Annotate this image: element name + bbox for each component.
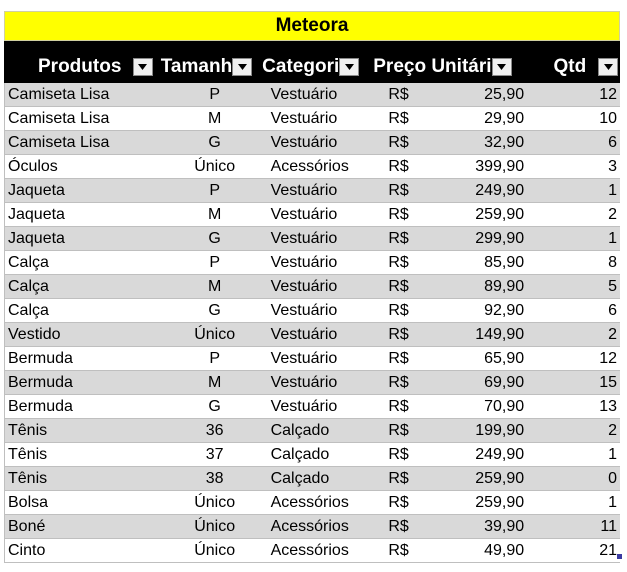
currency-symbol: R$: [388, 517, 409, 535]
price-value: 29,90: [484, 109, 525, 127]
price-value: 49,90: [484, 541, 525, 559]
cell-categoria[interactable]: Calçado: [270, 445, 330, 463]
currency-symbol: R$: [388, 373, 409, 391]
cell-produto[interactable]: Bolsa: [8, 493, 49, 511]
price-value: 199,90: [475, 421, 525, 439]
currency-symbol: R$: [388, 541, 409, 559]
table-row[interactable]: [5, 275, 620, 299]
filter-dropdown-icon[interactable]: [133, 58, 153, 76]
cell-preco[interactable]: [380, 347, 530, 370]
table-row[interactable]: [5, 251, 620, 275]
currency-symbol: R$: [388, 181, 409, 199]
header-categoria-label: Categori: [262, 56, 340, 77]
table-row[interactable]: [5, 107, 620, 131]
currency-symbol: R$: [388, 445, 409, 463]
table-row[interactable]: [5, 443, 620, 467]
fill-handle[interactable]: [617, 554, 622, 559]
cell-categoria[interactable]: Acessórios: [270, 541, 349, 559]
cell-produto[interactable]: Bermuda: [8, 349, 73, 367]
currency-symbol: R$: [388, 157, 409, 175]
table-body: [4, 83, 620, 563]
cell-tamanho[interactable]: M: [207, 277, 222, 295]
filter-dropdown-icon[interactable]: [232, 58, 252, 76]
filter-dropdown-icon[interactable]: [339, 58, 359, 76]
cell-produto[interactable]: Bermuda: [8, 397, 73, 415]
price-value: 299,90: [475, 229, 525, 247]
cell-categoria[interactable]: Vestuário: [270, 253, 338, 271]
price-value: 85,90: [484, 253, 525, 271]
currency-symbol: R$: [388, 229, 409, 247]
cell-produto[interactable]: Calça: [8, 253, 49, 271]
cell-tamanho[interactable]: P: [209, 181, 220, 199]
header-preco-label: Preço Unitári: [373, 56, 492, 77]
cell-tamanho[interactable]: M: [207, 109, 222, 127]
table-row[interactable]: [5, 491, 620, 515]
cell-tamanho[interactable]: P: [209, 85, 220, 103]
cell-preco[interactable]: [380, 419, 530, 442]
cell-tamanho[interactable]: G: [208, 133, 221, 151]
price-value: 25,90: [484, 85, 525, 103]
currency-symbol: R$: [388, 469, 409, 487]
price-value: 259,90: [475, 493, 525, 511]
cell-preco[interactable]: [380, 203, 530, 226]
cell-preco[interactable]: [380, 131, 530, 154]
cell-tamanho[interactable]: M: [207, 373, 222, 391]
table-row[interactable]: [5, 299, 620, 323]
currency-symbol: R$: [388, 133, 409, 151]
table-row[interactable]: [5, 419, 620, 443]
currency-symbol: R$: [388, 325, 409, 343]
price-value: 259,90: [475, 205, 525, 223]
cell-categoria[interactable]: Calçado: [270, 469, 330, 487]
table-row[interactable]: [5, 395, 620, 419]
price-value: 65,90: [484, 349, 525, 367]
cell-tamanho[interactable]: 36: [205, 421, 224, 439]
cell-preco[interactable]: [380, 179, 530, 202]
cell-categoria[interactable]: Vestuário: [270, 277, 338, 295]
cell-produto[interactable]: Camiseta Lisa: [8, 109, 110, 127]
cell-preco[interactable]: [380, 443, 530, 466]
cell-produto[interactable]: Bermuda: [8, 373, 73, 391]
cell-categoria[interactable]: Vestuário: [270, 397, 338, 415]
price-value: 89,90: [484, 277, 525, 295]
cell-preco[interactable]: [380, 395, 530, 418]
cell-qtd[interactable]: 2: [608, 205, 617, 223]
table-row[interactable]: [5, 155, 620, 179]
header-qtd-label: Qtd: [553, 56, 587, 77]
cell-tamanho[interactable]: Único: [194, 493, 236, 511]
cell-produto[interactable]: Boné: [8, 517, 46, 535]
currency-symbol: R$: [388, 205, 409, 223]
cell-preco[interactable]: [380, 275, 530, 298]
cell-produto[interactable]: Vestido: [8, 325, 61, 343]
table-row[interactable]: [5, 347, 620, 371]
cell-qtd[interactable]: 6: [608, 301, 617, 319]
cell-tamanho[interactable]: G: [208, 229, 221, 247]
cell-produto[interactable]: Tênis: [8, 445, 48, 463]
cell-tamanho[interactable]: 37: [205, 445, 224, 463]
cell-qtd[interactable]: 15: [599, 373, 617, 391]
currency-symbol: R$: [388, 421, 409, 439]
currency-symbol: R$: [388, 301, 409, 319]
cell-categoria[interactable]: Vestuário: [270, 181, 338, 199]
cell-qtd[interactable]: 1: [608, 229, 617, 247]
cell-tamanho[interactable]: P: [209, 349, 220, 367]
cell-preco[interactable]: [380, 491, 530, 514]
cell-categoria[interactable]: Acessórios: [270, 157, 349, 175]
table-row[interactable]: [5, 371, 620, 395]
price-value: 70,90: [484, 397, 525, 415]
cell-qtd[interactable]: 6: [608, 133, 617, 151]
price-value: 399,90: [475, 157, 525, 175]
currency-symbol: R$: [388, 349, 409, 367]
cell-produto[interactable]: Camiseta Lisa: [8, 133, 110, 151]
price-value: 149,90: [475, 325, 525, 343]
cell-tamanho[interactable]: Único: [194, 517, 236, 535]
table-row[interactable]: [5, 131, 620, 155]
cell-qtd[interactable]: 0: [608, 469, 617, 487]
cell-preco[interactable]: [380, 515, 530, 538]
table-sheet: [4, 11, 620, 563]
cell-qtd[interactable]: 2: [608, 325, 617, 343]
price-value: 249,90: [475, 445, 525, 463]
cell-qtd[interactable]: 1: [608, 493, 617, 511]
table-title[interactable]: Meteora: [4, 11, 620, 41]
cell-categoria[interactable]: Vestuário: [270, 133, 338, 151]
filter-dropdown-icon[interactable]: [598, 58, 618, 76]
cell-categoria[interactable]: Vestuário: [270, 85, 338, 103]
cell-preco[interactable]: [380, 467, 530, 490]
header-produtos-label: Produtos: [38, 56, 122, 77]
cell-produto[interactable]: Óculos: [8, 157, 58, 175]
cell-tamanho[interactable]: M: [207, 205, 222, 223]
cell-tamanho[interactable]: G: [208, 301, 221, 319]
cell-preco[interactable]: [380, 155, 530, 178]
cell-categoria[interactable]: Acessórios: [270, 517, 349, 535]
currency-symbol: R$: [388, 397, 409, 415]
cell-produto[interactable]: Tênis: [8, 469, 48, 487]
cell-preco[interactable]: [380, 371, 530, 394]
header-produtos[interactable]: [4, 54, 155, 80]
header-tamanho-label: Tamanh: [160, 56, 233, 77]
cell-qtd[interactable]: 3: [608, 157, 617, 175]
cell-produto[interactable]: Calça: [8, 301, 49, 319]
cell-tamanho[interactable]: Único: [194, 325, 236, 343]
currency-symbol: R$: [388, 277, 409, 295]
header-categoria[interactable]: [254, 54, 361, 80]
cell-preco[interactable]: [380, 539, 530, 562]
cell-categoria[interactable]: Vestuário: [270, 205, 338, 223]
table-row[interactable]: [5, 467, 620, 491]
cell-preco[interactable]: [380, 299, 530, 322]
cell-qtd[interactable]: 5: [608, 277, 617, 295]
table-row[interactable]: [5, 203, 620, 227]
cell-tamanho[interactable]: P: [209, 253, 220, 271]
cell-tamanho[interactable]: Único: [194, 541, 236, 559]
price-value: 32,90: [484, 133, 525, 151]
cell-produto[interactable]: Jaqueta: [8, 229, 65, 247]
header-tamanho[interactable]: [155, 54, 254, 80]
cell-categoria[interactable]: Vestuário: [270, 301, 338, 319]
cell-preco[interactable]: [380, 83, 530, 106]
cell-qtd[interactable]: 12: [599, 85, 617, 103]
cell-categoria[interactable]: Vestuário: [270, 349, 338, 367]
cell-produto[interactable]: Camiseta Lisa: [8, 85, 110, 103]
cell-tamanho[interactable]: G: [208, 397, 221, 415]
cell-categoria[interactable]: Vestuário: [270, 109, 338, 127]
currency-symbol: R$: [388, 493, 409, 511]
cell-preco[interactable]: [380, 227, 530, 250]
cell-qtd[interactable]: 13: [599, 397, 617, 415]
filter-dropdown-icon[interactable]: [492, 58, 512, 76]
cell-categoria[interactable]: Vestuário: [270, 325, 338, 343]
header-preco[interactable]: [361, 54, 513, 80]
cell-categoria[interactable]: Calçado: [270, 421, 330, 439]
cell-qtd[interactable]: 21: [599, 541, 617, 559]
cell-tamanho[interactable]: 38: [205, 469, 224, 487]
price-value: 259,90: [475, 469, 525, 487]
header-qtd[interactable]: [514, 54, 620, 80]
table-row[interactable]: [5, 227, 620, 251]
price-value: 69,90: [484, 373, 525, 391]
cell-categoria[interactable]: Acessórios: [270, 493, 349, 511]
cell-qtd[interactable]: 12: [599, 349, 617, 367]
cell-qtd[interactable]: 1: [608, 445, 617, 463]
cell-preco[interactable]: [380, 323, 530, 346]
table-row[interactable]: [5, 323, 620, 347]
cell-produto[interactable]: Tênis: [8, 421, 48, 439]
cell-preco[interactable]: [380, 107, 530, 130]
currency-symbol: R$: [388, 253, 409, 271]
currency-symbol: R$: [388, 85, 409, 103]
price-value: 92,90: [484, 301, 525, 319]
cell-produto[interactable]: Jaqueta: [8, 181, 65, 199]
cell-qtd[interactable]: 11: [600, 517, 617, 535]
cell-categoria[interactable]: Vestuário: [270, 373, 338, 391]
cell-preco[interactable]: [380, 251, 530, 274]
table-row[interactable]: [5, 515, 620, 539]
cell-qtd[interactable]: 10: [599, 109, 617, 127]
price-value: 39,90: [484, 517, 525, 535]
cell-categoria[interactable]: Vestuário: [270, 229, 338, 247]
cell-produto[interactable]: Cinto: [8, 541, 46, 559]
cell-tamanho[interactable]: Único: [194, 157, 236, 175]
cell-produto[interactable]: Jaqueta: [8, 205, 65, 223]
cell-qtd[interactable]: 8: [608, 253, 617, 271]
table-row[interactable]: [5, 83, 620, 107]
cell-qtd[interactable]: 1: [608, 181, 617, 199]
price-value: 249,90: [475, 181, 525, 199]
header-row: [4, 41, 620, 83]
table-row[interactable]: [5, 539, 620, 563]
currency-symbol: R$: [388, 109, 409, 127]
cell-qtd[interactable]: 2: [608, 421, 617, 439]
table-row[interactable]: [5, 179, 620, 203]
cell-produto[interactable]: Calça: [8, 277, 49, 295]
